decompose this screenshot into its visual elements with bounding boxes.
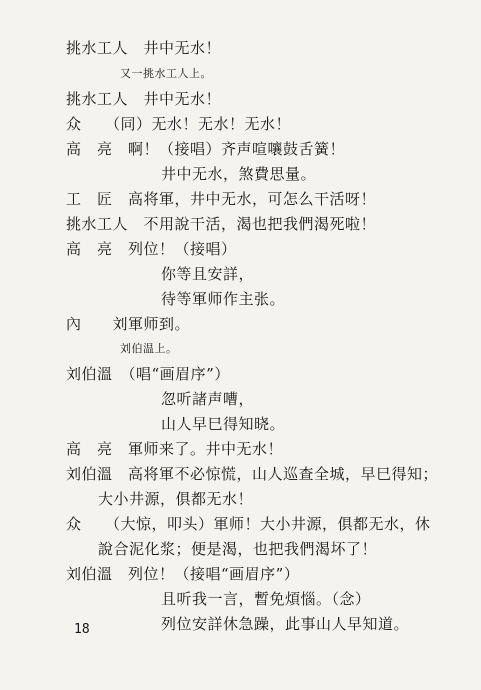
script-line: 刘伯溫 高将軍不必惊慌，山人巡查全城，早巳得知；: [66, 465, 439, 483]
script-line: 众 （大惊，叩头）軍师！大小井源，俱都无水，休: [66, 515, 431, 533]
stage-direction: 又一挑水工人上。: [120, 67, 212, 80]
script-line-continued: 說合泥化浆；便是渴，也把我們渴坏了！: [98, 540, 378, 558]
script-line: 內 刘軍师到。: [66, 315, 191, 333]
sung-verse: 待等軍师作主张。: [161, 290, 286, 308]
script-line: 挑水工人 井中无水！: [66, 90, 222, 108]
script-line-continued: 大小井源，俱都无水！: [98, 490, 254, 508]
sung-verse: 井中无水，煞費思量。: [161, 165, 317, 183]
script-line: 高 亮 列位！（接唱）: [66, 240, 237, 258]
sung-verse: 忽听諸声嘈，: [161, 390, 255, 408]
page-number: 18: [74, 622, 90, 637]
script-line: 众 （同）无水！无水！无水！: [66, 115, 292, 133]
script-line: 高 亮 啊！（接唱）齐声喧嚷鼓舌簧！: [66, 140, 346, 158]
script-line: 高 亮 軍师来了。井中无水！: [66, 440, 284, 458]
sung-verse: 你等且安詳，: [161, 265, 255, 283]
sung-verse: 山人早巳得知晓。: [161, 415, 286, 433]
script-line: 工 匠 高将軍，井中无水，可怎么干活呀！: [66, 190, 377, 208]
sung-verse: 列位安詳休急躁，此事山人早知道。: [161, 615, 410, 633]
script-line: 刘伯溫 （唱“画眉序”）: [66, 365, 230, 383]
stage-direction: 刘伯温上。: [120, 342, 178, 355]
sung-verse: 且听我一言，暫免煩惱。（念）: [161, 590, 371, 608]
script-line: 挑水工人 不用說干活，渴也把我們渴死啦！: [66, 215, 377, 233]
script-line: 刘伯溫 列位！（接唱“画眉序”）: [66, 565, 300, 583]
script-line: 挑水工人 井中无水！: [66, 39, 222, 57]
